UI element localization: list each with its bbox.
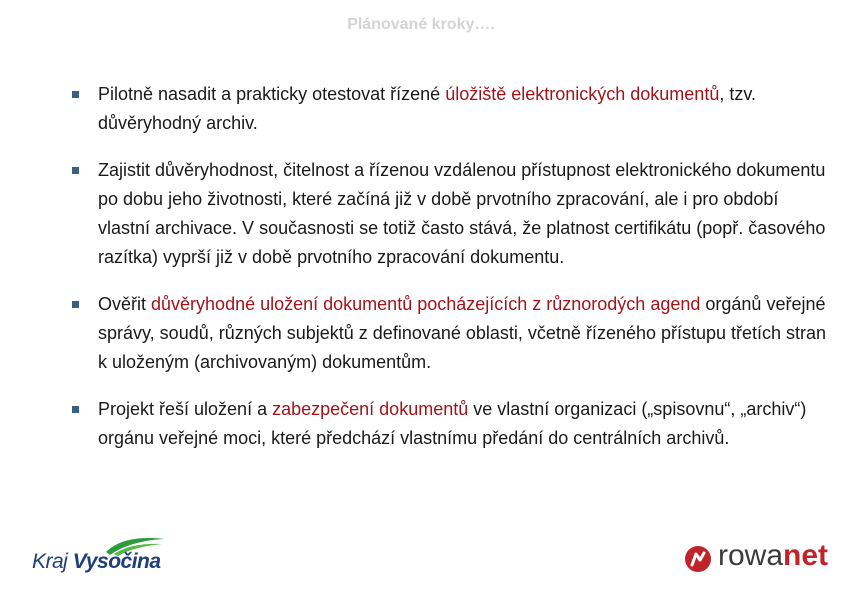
bullet-text: [98, 84, 756, 133]
kraj-word: Kraj: [32, 550, 68, 573]
highlighted-text: důvěryhodné uložení dokumentů pocházejících z různorodých agend: [151, 294, 701, 314]
bullet-item: [70, 156, 830, 272]
text-segment: důvěryhodnost, čitelnost a řízenou vzdálenou přístupnost elektronického: [155, 160, 732, 180]
highlighted-text: zabezpečení dokumentů: [272, 399, 469, 419]
bullet-list: [70, 80, 830, 471]
text-segment: ve vlastní organizaci („spisovnu“, „archiv“) orgánu veřejné moci, které předchází vlastnímu předání do centrálních archivů.: [98, 399, 807, 448]
bullet-item: [70, 80, 830, 138]
slide-title: Plánované kroky….: [347, 16, 495, 33]
bullet-item: [70, 290, 830, 377]
text-segment: Pilotně nasadit a prakticky otestovat řízené: [98, 84, 446, 104]
text-segment: orgánů veřejné správy, soudů, různých subjektů z definované oblasti, včetně řízeného přístupu třetích stran k uloženým (archivovaným) dokumentům.: [98, 294, 827, 372]
rowanet-mark-icon: [684, 545, 712, 573]
vysocina-word: Vysočina: [72, 550, 161, 573]
square-bullet-icon: [72, 301, 79, 308]
rowanet-wordmark: [718, 539, 828, 573]
text-segment: dokumentu po dobu jeho životnosti, které začíná již v době prvotního zpracování, ale i pro období vlastní archivace. V současnosti se totiž často stává, že platnost certifikátu (popř. časového razítka) vyprší již v době prvotního zpracování dokumentu.: [98, 160, 826, 267]
text-segment: Projekt řeší uložení a: [98, 399, 273, 419]
kraj-vysocina-logo: [32, 530, 172, 580]
bullet-text: [98, 399, 806, 448]
bullet-item: [70, 395, 830, 453]
bullet-text: [98, 294, 826, 372]
bullet-text: [98, 160, 825, 267]
highlighted-text: úložiště elektronických dokumentů: [445, 84, 720, 104]
text-segment: , tzv. důvěryhodný archiv.: [98, 84, 756, 133]
text-segment: Ověřit: [98, 294, 152, 314]
square-bullet-icon: [72, 91, 79, 98]
square-bullet-icon: [72, 167, 79, 174]
kraj-wordmark: [32, 550, 161, 574]
text-segment: Zajistit: [98, 160, 156, 180]
square-bullet-icon: [72, 406, 79, 413]
rowa-word: rowa: [718, 539, 784, 572]
net-word: net: [783, 539, 829, 572]
